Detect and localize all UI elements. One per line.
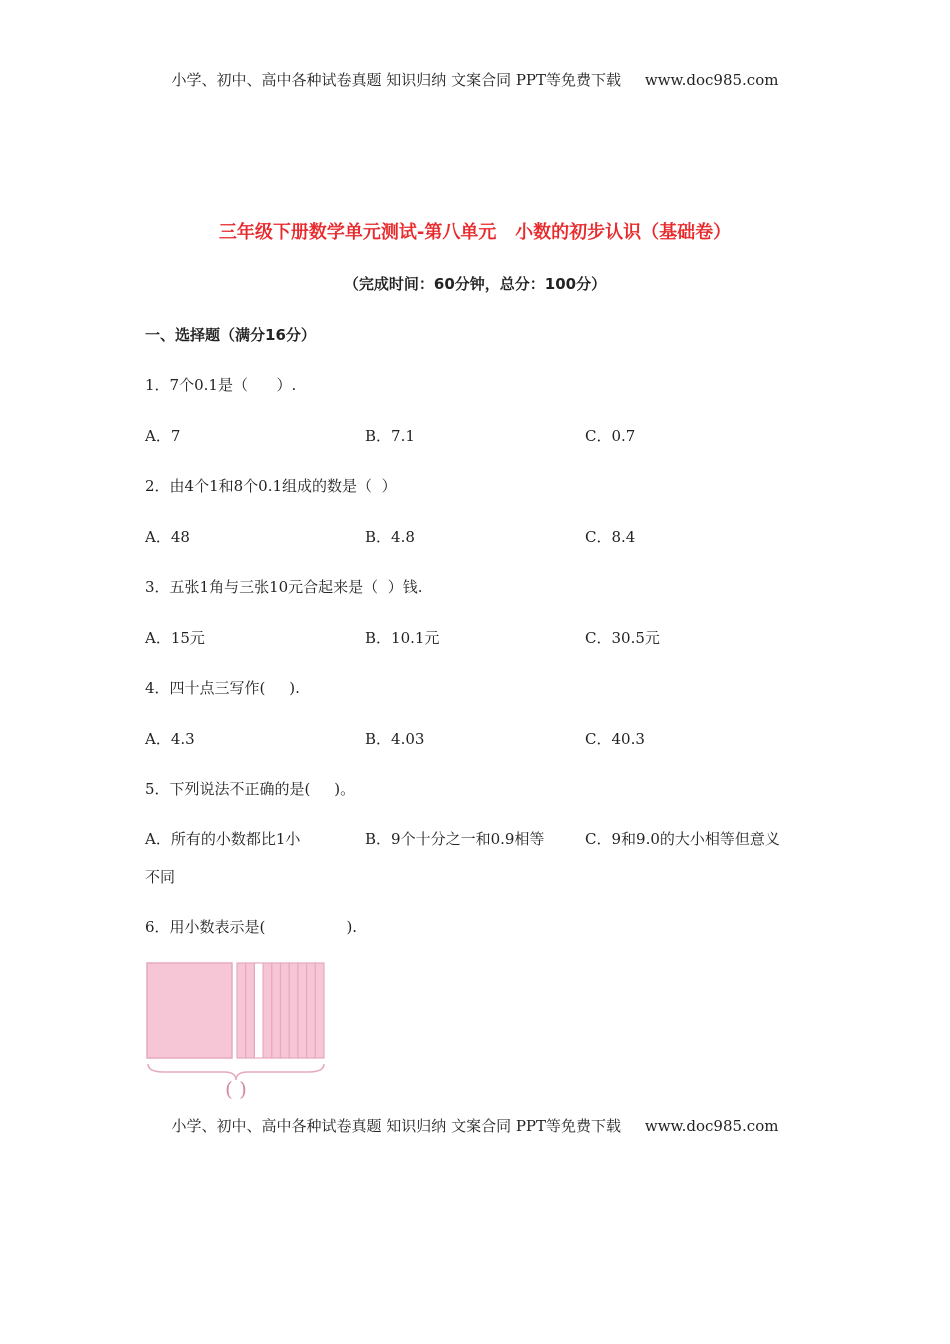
page-title: 三年级下册数学单元测试-第八单元 小数的初步认识（基础卷） xyxy=(218,222,732,243)
tenth-strip xyxy=(246,963,255,1058)
q1-option-a: A．7 xyxy=(145,427,181,445)
section-heading: 一、选择题（满分16分） xyxy=(145,326,316,344)
tenth-strip xyxy=(298,963,307,1058)
question-1: 1．7个0.1是（ ）. xyxy=(145,376,297,394)
q5-option-a: A．所有的小数都比1小 xyxy=(145,830,301,848)
question-5: 5．下列说法不正确的是( )。 xyxy=(145,780,356,798)
tenth-strip xyxy=(237,963,246,1058)
q4-option-b: B．4.03 xyxy=(365,730,425,748)
q2-option-a: A．48 xyxy=(145,528,190,546)
q5-option-b: B．9个十分之一和0.9相等 xyxy=(365,830,545,848)
q3-option-b: B．10.1元 xyxy=(365,629,440,647)
tenth-strips xyxy=(237,963,324,1058)
tenth-strip xyxy=(307,963,316,1058)
question-2: 2．由4个1和8个0.1组成的数是（ ） xyxy=(145,477,397,495)
tenth-strip xyxy=(272,963,281,1058)
figure-answer-blank: ( ) xyxy=(225,1077,247,1101)
decimal-figure xyxy=(144,960,328,1102)
question-6: 6．用小数表示是( ). xyxy=(145,918,358,936)
whole-square xyxy=(147,963,232,1058)
page-header: 小学、初中、高中各种试卷真题 知识归纳 文案合同 PPT等免费下载 www.doc985.com xyxy=(171,71,779,89)
q3-option-a: A．15元 xyxy=(145,629,205,647)
question-3: 3．五张1角与三张10元合起来是（ ）钱. xyxy=(145,578,423,596)
q4-option-a: A．4.3 xyxy=(145,730,195,748)
tenth-strip xyxy=(315,963,324,1058)
q1-option-c: C．0.7 xyxy=(585,427,636,445)
tenth-strip xyxy=(281,963,290,1058)
tenth-strip xyxy=(263,963,272,1058)
question-4: 4．四十点三写作( ). xyxy=(145,679,300,697)
q1-option-b: B．7.1 xyxy=(365,427,415,445)
page-footer: 小学、初中、高中各种试卷真题 知识归纳 文案合同 PPT等免费下载 www.doc985.com xyxy=(171,1117,779,1135)
q4-option-c: C．40.3 xyxy=(585,730,645,748)
q5-option-c: C．9和9.0的大小相等但意义 xyxy=(585,830,780,848)
tenth-strip xyxy=(254,963,263,1058)
q5-option-c-continued: 不同 xyxy=(145,868,176,886)
q2-option-b: B．4.8 xyxy=(365,528,415,546)
tenth-strip xyxy=(289,963,298,1058)
exam-info: （完成时间：60分钟，总分：100分） xyxy=(343,275,607,293)
q3-option-c: C．30.5元 xyxy=(585,629,660,647)
q2-option-c: C．8.4 xyxy=(585,528,636,546)
